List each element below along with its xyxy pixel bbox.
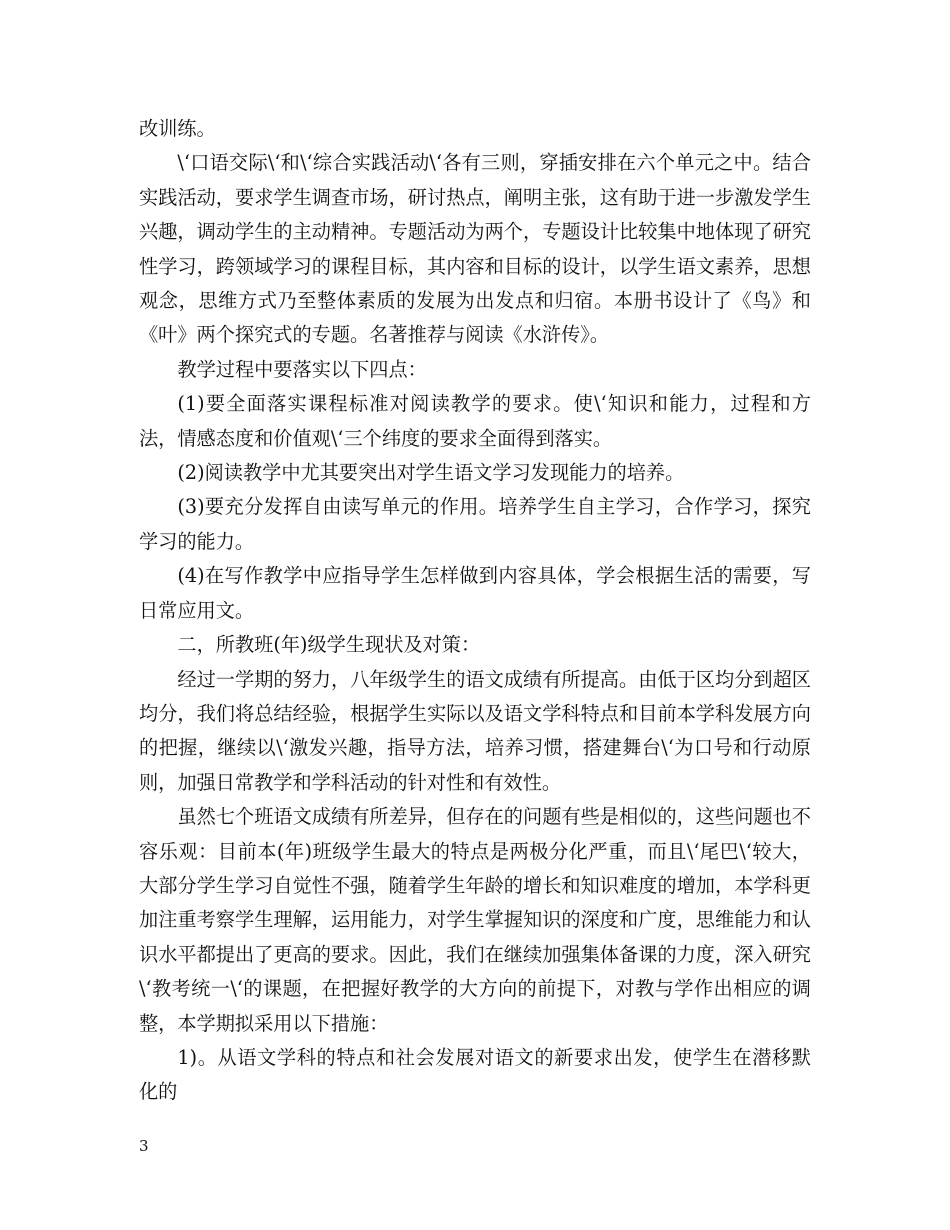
section-heading: 二，所教班(年)级学生现状及对策： bbox=[177, 633, 481, 657]
paragraph: 改训练。 bbox=[139, 117, 216, 140]
paragraph: 虽然七个班语文成绩有所差异，但存在的问题有些是相似的，这些问题也不容乐观：目前本(年)班级学生最大的特点是两极分化严重，而且\‘尾巴\‘较大，大部分学生学习自觉性不强，随着学生年龄的增长和知识难度的增加，本学科更加注重考察学生理解，运用能力，对学生掌握知识的深度和广度，思维能力和认识水平都提出了更高的要求。因此，我们在继续加强集体备课的力度，深入研究\‘教考统一\‘的课题，在把握好教学的大方向的前提下，对教与学作出相应的调整，本学期拟采用以下措施： bbox=[139, 805, 811, 1035]
paragraph: \‘口语交际\‘和\‘综合实践活动\‘各有三则，穿插安排在六个单元之中。结合实践活动，要求学生调查市场，研讨热点，阐明主张，这有助于进一步激发学生兴趣，调动学生的主动精神。专题活动为两个，专题设计比较集中地体现了研究性学习，跨领域学习的课程目标，其内容和目标的设计，以学生语文素养，思想观念，思维方式乃至整体素质的发展为出发点和归宿。本册书设计了《鸟》和《叶》两个探究式的专题。名著推荐与阅读《水浒传》。 bbox=[139, 151, 811, 347]
paragraph: 经过一学期的努力，八年级学生的语文成绩有所提高。由低于区均分到超区均分，我们将总结经验，根据学生实际以及语文学科特点和目前本学科发展方向的把握，继续以\‘激发兴趣，指导方法，培养习惯，搭建舞台\‘为口号和行动原则，加强日常教学和学科活动的针对性和有效性。 bbox=[139, 667, 811, 794]
paragraph: 教学过程中要落实以下四点： bbox=[177, 357, 427, 381]
page-number: 3 bbox=[139, 1137, 149, 1155]
document-body bbox=[139, 112, 811, 1110]
paragraph: (2)阅读教学中尤其要突出对学生语文学习发现能力的培养。 bbox=[177, 461, 685, 485]
paragraph: (1)要全面落实课程标准对阅读教学的要求。使\‘知识和能力，过程和方法，情感态度和价值观\‘三个纬度的要求全面得到落实。 bbox=[139, 392, 811, 450]
paragraph: (4)在写作教学中应指导学生怎样做到内容具体，学会根据生活的需要，写日常应用文。 bbox=[139, 564, 811, 622]
paragraph: 1)。从语文学科的特点和社会发展对语文的新要求出发，使学生在潜移默化的 bbox=[139, 1045, 811, 1104]
paragraph: (3)要充分发挥自由读写单元的作用。培养学生自主学习，合作学习，探究学习的能力。 bbox=[139, 495, 811, 553]
